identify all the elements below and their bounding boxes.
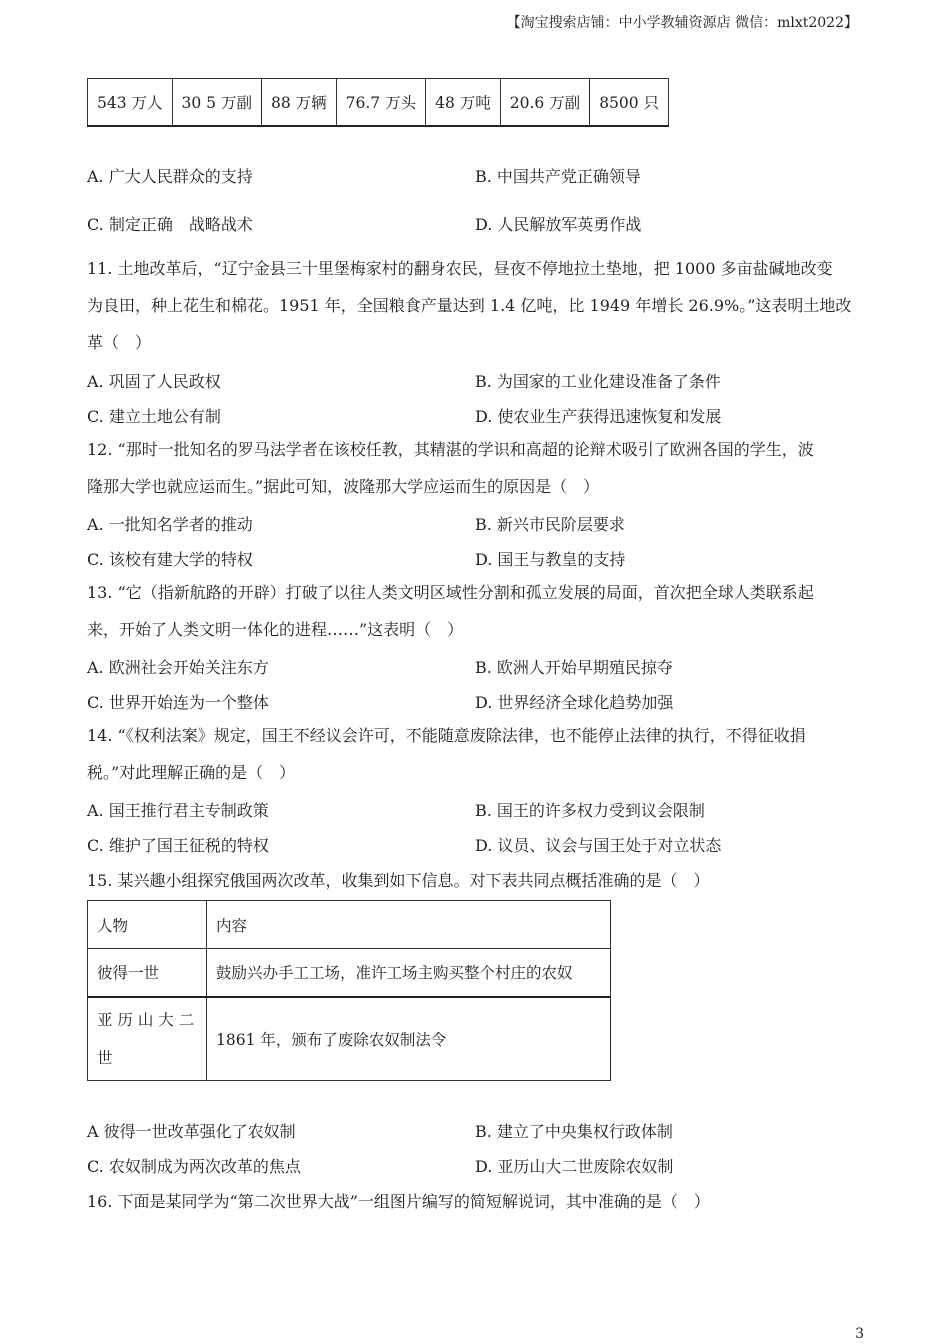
q11-option-d: D. 使农业生产获得迅速恢复和发展 (475, 407, 722, 426)
table-cell: 76.7 万头 (336, 79, 425, 127)
reform-table (87, 900, 611, 1081)
table-header-cell: 人物 (88, 901, 207, 949)
table-row (88, 901, 611, 949)
q15-option-a: A 彼得一世改革强化了农奴制 (87, 1122, 296, 1141)
q14-option-c: C. 维护了国王征税的特权 (87, 836, 269, 855)
table-cell: 亚 历 山 大 二 世 (88, 997, 207, 1081)
supply-table (87, 78, 669, 127)
q12-line: 12. “那时一批知名的罗马法学者在该校任教，其精湛的学识和高超的论辩术吸引了欧洲各国的学生，波 (87, 440, 814, 459)
q10-option-c: C. 制定正确 战略战术 (87, 215, 253, 234)
table-row (88, 997, 611, 1081)
q13-option-b: B. 欧洲人开始早期殖民掠夺 (475, 658, 673, 677)
q15-option-b: B. 建立了中央集权行政体制 (475, 1122, 673, 1141)
q14-option-d: D. 议员、议会与国王处于对立状态 (475, 836, 722, 855)
q11-option-c: C. 建立土地公有制 (87, 407, 221, 426)
q12-stem (87, 431, 862, 505)
table-cell: 88 万辆 (261, 79, 336, 127)
q13-option-a: A. 欧洲社会开始关注东方 (87, 658, 269, 677)
q14-stem (87, 717, 862, 791)
page-header: 【淘宝搜索店铺：中小学教辅资源店 微信：mlxt2022】 (506, 15, 858, 31)
table-row (88, 79, 669, 127)
q12-line: 隆那大学也就应运而生。”据此可知，波隆那大学应运而生的原因是（ ） (87, 477, 600, 496)
table-cell: 8500 只 (590, 79, 669, 127)
page-number: 3 (855, 1326, 864, 1342)
q10-option-a: A. 广大人民群众的支持 (87, 167, 253, 186)
table-cell: 543 万人 (88, 79, 173, 127)
q11-line: 11. 土地改革后，“辽宁金县三十里堡梅家村的翻身农民，昼夜不停地拉土垫地，把 1000 多亩盐碱地改变 (87, 259, 833, 278)
q11-line: 革（ ） (87, 333, 152, 352)
q12-option-d: D. 国王与教皇的支持 (475, 550, 626, 569)
q13-option-d: D. 世界经济全球化趋势加强 (475, 693, 674, 712)
q14-line: 14. “《权利法案》规定，国王不经议会许可，不能随意废除法律，也不能停止法律的执行，不得征收捐 (87, 726, 806, 745)
table-cell: 30 5 万副 (172, 79, 261, 127)
q14-option-a: A. 国王推行君主专制政策 (87, 801, 269, 820)
table-cell: 48 万吨 (426, 79, 501, 127)
q13-stem (87, 574, 862, 648)
q12-option-b: B. 新兴市民阶层要求 (475, 515, 625, 534)
table-row (88, 949, 611, 997)
q15-option-c: C. 农奴制成为两次改革的焦点 (87, 1157, 301, 1176)
table-cell: 鼓励兴办手工工场，准许工场主购买整个村庄的农奴 (207, 949, 611, 997)
q10-option-d: D. 人民解放军英勇作战 (475, 215, 642, 234)
q13-option-c: C. 世界开始连为一个整体 (87, 693, 269, 712)
table-cell: 彼得一世 (88, 949, 207, 997)
q10-option-b: B. 中国共产党正确领导 (475, 167, 641, 186)
table-cell: 20.6 万副 (500, 79, 589, 127)
q13-line: 13. “它（指新航路的开辟）打破了以往人类文明区域性分割和孤立发展的局面，首次把全球人类联系起 (87, 583, 814, 602)
q14-option-b: B. 国王的许多权力受到议会限制 (475, 801, 705, 820)
q15-option-d: D. 亚历山大二世废除农奴制 (475, 1157, 674, 1176)
q12-option-c: C. 该校有建大学的特权 (87, 550, 253, 569)
table-cell: 1861 年，颁布了废除农奴制法令 (207, 997, 611, 1081)
q11-line: 为良田，种上花生和棉花。1951 年，全国粮食产量达到 1.4 亿吨，比 1949 年增长 26.9%。”这表明土地改 (87, 296, 852, 315)
q15-stem: 15. 某兴趣小组探究俄国两次改革，收集到如下信息。对下表共同点概括准确的是（ ） (87, 871, 710, 890)
q14-line: 税。”对此理解正确的是（ ） (87, 763, 296, 782)
q12-option-a: A. 一批知名学者的推动 (87, 515, 253, 534)
q11-option-a: A. 巩固了人民政权 (87, 372, 221, 391)
q16-stem: 16. 下面是某同学为“第二次世界大战”一组图片编写的简短解说词，其中准确的是（ ） (87, 1192, 710, 1211)
q11-option-b: B. 为国家的工业化建设准备了条件 (475, 372, 721, 391)
q11-stem (87, 250, 862, 361)
q13-line: 来，开始了人类文明一体化的进程……”这表明（ ） (87, 620, 464, 639)
table-header-cell: 内容 (207, 901, 611, 949)
